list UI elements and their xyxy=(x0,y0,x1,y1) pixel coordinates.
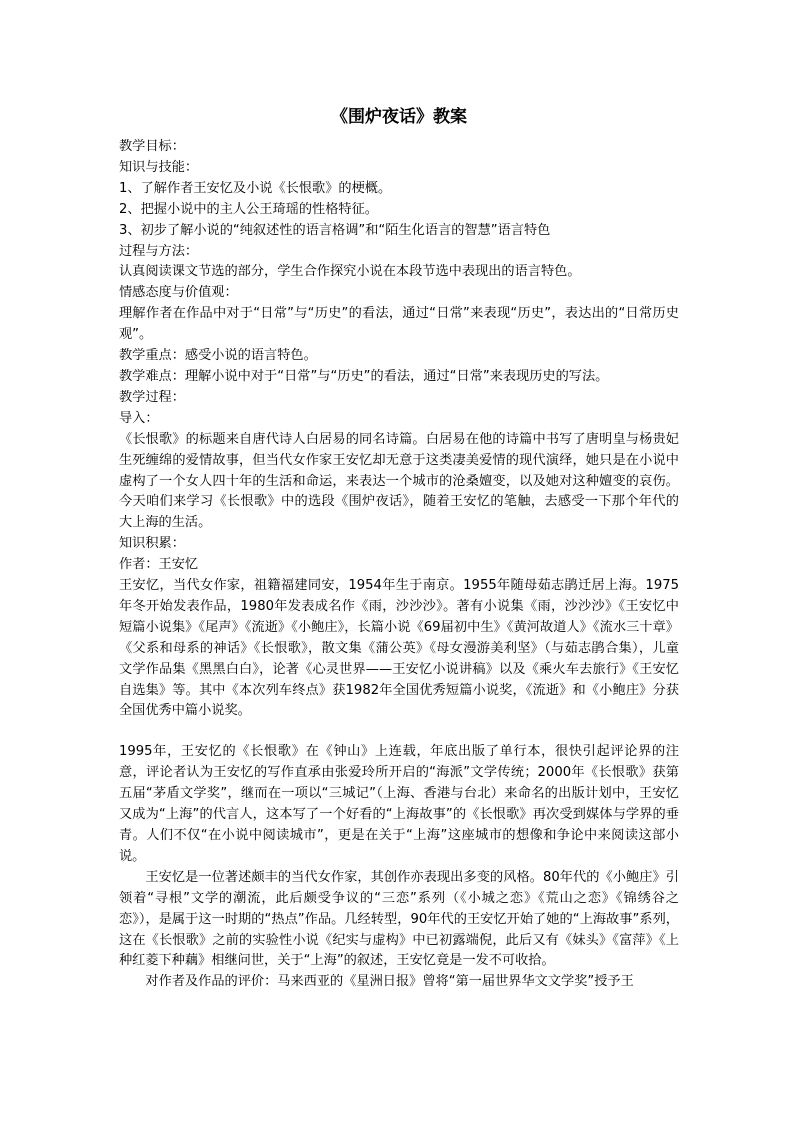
heading-knowledge-accumulation: 知识积累： xyxy=(119,536,185,552)
objective-item-1: 1、了解作者王安忆及小说《长恨歌》的梗概。 xyxy=(119,180,392,196)
author-style: 王安忆是一位著述颇丰的当代女作家，其创作亦表现出多变的风格。80年代的《小鲍庄》引领着“寻根”文学的潮流，此后颇受争议的“三恋”系列（《小城之恋》《荒山之恋》《锦绣谷之恋》），是属于这一时期的“热点”作品。几经转型，90年代的王安忆开始了她的“上海故事”系列，这在《长恨歌》之前的实验性小说《纪实与虚构》中已初露端倪，此后又有《妹头》《富萍》《上种红菱下种藕》相继问世，关于“上海”的叙述，王安忆竟是一发不可收拾。 xyxy=(119,869,679,969)
evaluation-text: 对作者及作品的评价：马来西亚的《星洲日报》曾将“第一届世界华文文学奖”授予王 xyxy=(145,974,634,990)
novel-background: 1995年，王安忆的《长恨歌》在《钟山》上连载，年底出版了单行本，很快引起评论界的注意，评论者认为王安忆的写作直承由张爱玲所开启的“海派”文学传统；2000年《长恨歌》获第五届“茅盾文学奖”，继而在一项以“三城记”（上海、香港与台北）来命名的出版计划中，王安忆又成为“上海”的代言人，这本写了一个好看的“上海故事”的《长恨歌》再次受到媒体与学界的垂青。人们不仅“在小说中阅读城市”，更是在关于“上海”这座城市的想像和争论中来阅读这部小说。 xyxy=(119,744,679,864)
author-bio: 王安忆，当代女作家，祖籍福建同安，1954年生于南京。1955年随母茹志鹃迁居上海。1975年冬开始发表作品，1980年发表成名作《雨，沙沙沙》。著有小说集《雨，沙沙沙》《王安忆中短篇小说集》《尾声》《流逝》《小鲍庄》，长篇小说《69届初中生》《黄河故道人》《流水三十章》《父系和母系的神话》《长恨歌》，散文集《蒲公英》《母女漫游美利坚》（与茹志鹃合集），儿童文学作品集《黑黑白白》，论著《心灵世界——王安忆小说讲稿》以及《乘火车去旅行》《王安忆自选集》等。其中《本次列车终点》获1982年全国优秀短篇小说奖，《流逝》和《小鲍庄》分获全国优秀中篇小说奖。 xyxy=(119,578,679,719)
heading-introduction: 导入： xyxy=(119,410,159,426)
heading-objectives: 教学目标： xyxy=(119,139,185,154)
document-title: 《围炉夜话》教案 xyxy=(331,107,467,127)
process-methods-text: 认真阅读课文节选的部分，学生合作探究小说在本段节选中表现出的语言特色。 xyxy=(119,264,581,280)
introduction-text: 《长恨歌》的标题来自唐代诗人白居易的同名诗篇。白居易在他的诗篇中书写了唐明皇与杨贵妃生死缠绵的爱情故事，但当代女作家王安忆却无意于这类凄美爱情的现代演绎，她只是在小说中虚构了一个女人四十年的生活和命运，来表达一个城市的沧桑嬗变，以及她对这种嬗变的哀伤。今天咱们来学习《长恨歌》中的选段《围炉夜话》，随着王安忆的笔触，去感受一下那个年代的大上海的生活。 xyxy=(119,431,679,531)
heading-process-methods: 过程与方法： xyxy=(119,243,199,259)
document-body xyxy=(119,137,679,993)
paragraph-gap xyxy=(119,722,679,742)
heading-attitude-values: 情感态度与价值观： xyxy=(119,285,238,301)
heading-teaching-process: 教学过程： xyxy=(119,389,185,405)
objective-item-2: 2、把握小说中的主人公王琦瑶的性格特征。 xyxy=(119,201,378,217)
attitude-values-text: 理解作者在作品中对于“日常”与“历史”的看法，通过“日常”来表现“历史”，表达出的“日常历史观”。 xyxy=(119,306,679,343)
teaching-difficulty: 教学难点：理解小说中对于“日常”与“历史”的看法，通过“日常”来表现历史的写法。 xyxy=(119,368,609,384)
heading-knowledge-skills: 知识与技能： xyxy=(119,159,199,175)
teaching-focus: 教学重点：感受小说的语言特色。 xyxy=(119,348,317,364)
objective-item-3: 3、初步了解小说的“纯叙述性的语言格调”和“陌生化语言的智慧”语言特色 xyxy=(119,222,551,238)
author-line: 作者：王安忆 xyxy=(119,557,199,573)
